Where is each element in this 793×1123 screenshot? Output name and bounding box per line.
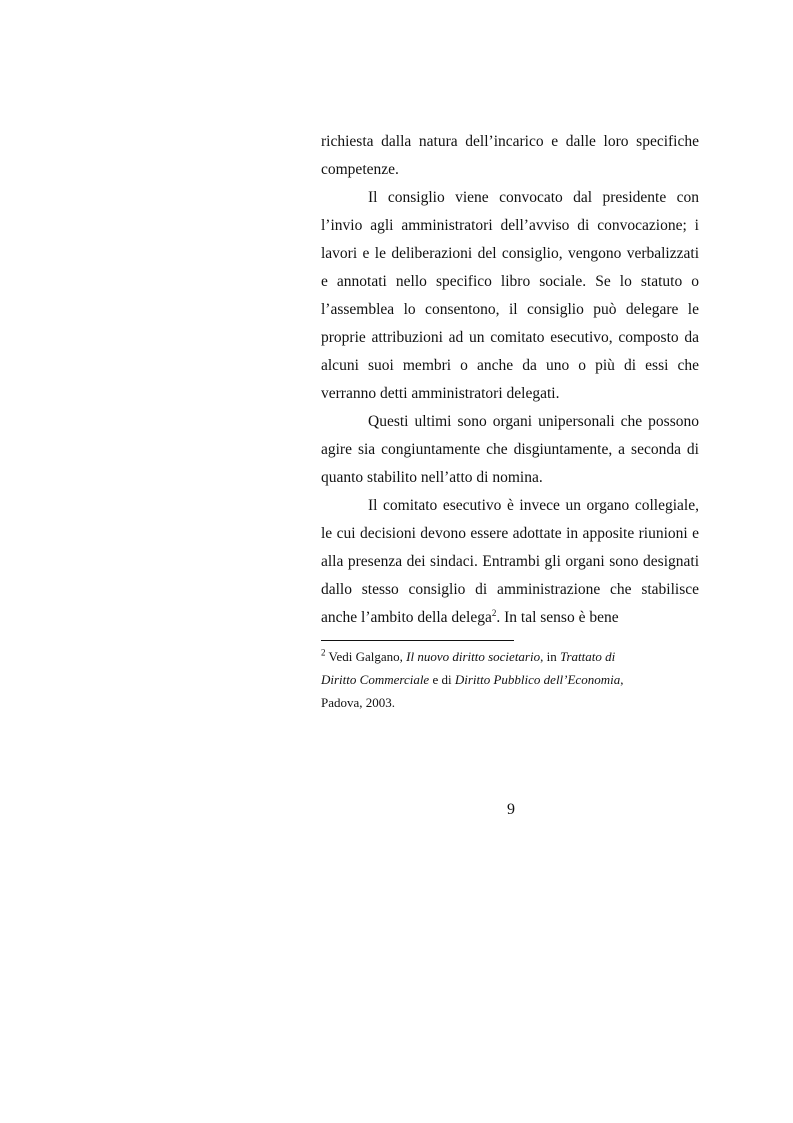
footnote-author: Vedi Galgano, [325,649,407,664]
footnote-reference: 2 [491,607,497,618]
paragraph-3: Questi ultimi sono organi unipersonali che possono agire sia congiuntamente che disgiuntamente, a seconda di quanto stabilito nell’atto di nomina. [321,413,699,486]
footnote-series-2: Diritto Pubblico dell’Economia [454,672,621,687]
footnote-connector-2: e di [429,672,455,687]
paragraph-4 [321,492,699,632]
footnote-line-2 [321,668,661,691]
footnote-connector-1: , in [540,649,560,664]
footnote-work-title: Il nuovo diritto societario [406,649,541,664]
paragraph-2: Il consiglio viene convocato dal presidente con l’invio agli amministratori dell’avviso di convocazione; i lavori e le deliberazioni del consiglio, vengono verbalizzati e annotati nello specifico libro sociale. Se lo statuto o l’assemblea lo consentono, il consiglio può delegare le proprie attribuzioni ad un comitato esecutivo, composto da alcuni suoi membri o anche da uno o più di essi che verranno detti amministratori delegati. [321,189,699,402]
footnote-series-1a: Trattato di [559,649,616,664]
body-text [321,128,699,632]
footnote [321,645,661,714]
footnote-line-1 [321,645,661,668]
page-number: 9 [507,801,515,818]
paragraph-1: richiesta dalla natura dell’incarico e dalle loro specifiche competenze. [321,133,699,178]
paragraph-4-text: Il comitato esecutivo è invece un organo collegiale, le cui decisioni devono essere adottate in apposite riunioni e alla presenza dei sindaci. Entrambi gli organi sono designati dallo stesso consiglio di amministrazione che stabilisce anche l’ambito della delega [321,497,699,626]
paragraph-4-tail: . In tal senso è bene [496,609,619,626]
footnote-series-1b: Diritto Commerciale [321,672,430,687]
footnote-separator [321,640,514,641]
footnote-line-3: Padova, 2003. [321,695,396,710]
footnote-comma: , [620,672,624,687]
footnote-marker: 2 [321,647,326,658]
